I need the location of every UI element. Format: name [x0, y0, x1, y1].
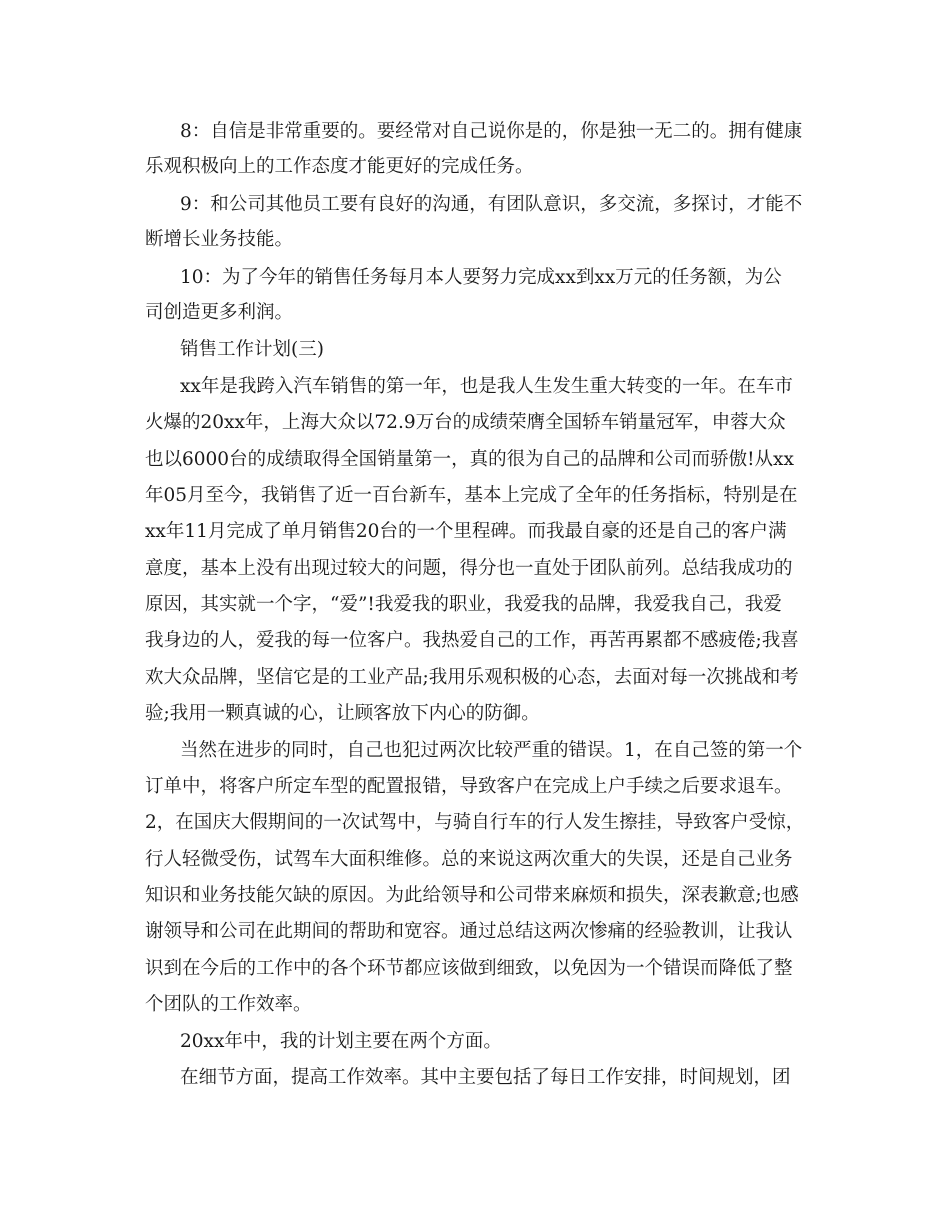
- text-line: 验;我用一颗真诚的心，让顾客放下内心的防御。: [145, 703, 540, 724]
- text-line: 谢领导和公司在此期间的帮助和宽容。通过总结这两次惨痛的经验教训，让我认: [145, 921, 793, 942]
- text-line: 司创造更多利润。: [145, 302, 294, 323]
- text-line: 当然在进步的同时，自己也犯过两次比较严重的错误。1，在自己签的第一个: [180, 740, 803, 761]
- section-title: 销售工作计划(三): [180, 339, 324, 360]
- text-line: 也以6000台的成绩取得全国销量第一，真的很为自己的品牌和公司而骄傲!从xx: [145, 449, 794, 470]
- text-line: 原因，其实就一个字，“爱”!我爱我的职业，我爱我的品牌，我爱我自己，我爱: [145, 594, 782, 615]
- text-line: 火爆的20xx年，上海大众以72.9万台的成绩荣膺全国轿车销量冠军，申蓉大众: [145, 412, 786, 433]
- text-line: 年05月至今，我销售了近一百台新车，基本上完成了全年的任务指标，特别是在: [145, 485, 798, 506]
- text-line: 知识和业务技能欠缺的原因。为此给领导和公司带来麻烦和损失，深表歉意;也感: [145, 885, 799, 906]
- text-line: 识到在今后的工作中的各个环节都应该做到细致，以免因为一个错误而降低了整: [145, 958, 793, 979]
- text-line: 乐观积极向上的工作态度才能更好的完成任务。: [145, 156, 534, 177]
- text-line: xx年11月完成了单月销售20台的一个里程碑。而我最自豪的还是自己的客户满: [145, 521, 787, 542]
- text-line: 在细节方面，提高工作效率。其中主要包括了每日工作安排，时间规划，团: [180, 1067, 791, 1088]
- text-line: 10：为了今年的销售任务每月本人要努力完成xx到xx万元的任务额，为公: [180, 267, 782, 288]
- text-line: 20xx年中，我的计划主要在两个方面。: [180, 1031, 502, 1052]
- text-line: 行人轻微受伤，试驾车大面积维修。总的来说这两次重大的失误，还是自己业务: [145, 849, 793, 870]
- text-line: 断增长业务技能。: [145, 229, 294, 250]
- text-line: xx年是我跨入汽车销售的第一年，也是我人生发生重大转变的一年。在车市: [180, 376, 793, 397]
- text-line: 订单中，将客户所定车型的配置报错，导致客户在完成上户手续之后要求退车。: [145, 776, 793, 797]
- text-line: 个团队的工作效率。: [145, 994, 312, 1015]
- text-line: 8：自信是非常重要的。要经常对自己说你是的，你是独一无二的。拥有健康: [180, 121, 803, 142]
- text-line: 欢大众品牌，坚信它是的工业产品;我用乐观积极的心态，去面对每一次挑战和考: [145, 667, 799, 688]
- text-line: 9：和公司其他员工要有良好的沟通，有团队意识，多交流，多探讨，才能不: [180, 194, 803, 215]
- text-line: 我身边的人，爱我的每一位客户。我热爱自己的工作，再苦再累都不感疲倦;我喜: [145, 630, 799, 651]
- text-line: 意度，基本上没有出现过较大的问题，得分也一直处于团队前列。总结我成功的: [145, 558, 793, 579]
- text-line: 2，在国庆大假期间的一次试驾中，与骑自行车的行人发生擦挂，导致客户受惊，: [145, 812, 805, 833]
